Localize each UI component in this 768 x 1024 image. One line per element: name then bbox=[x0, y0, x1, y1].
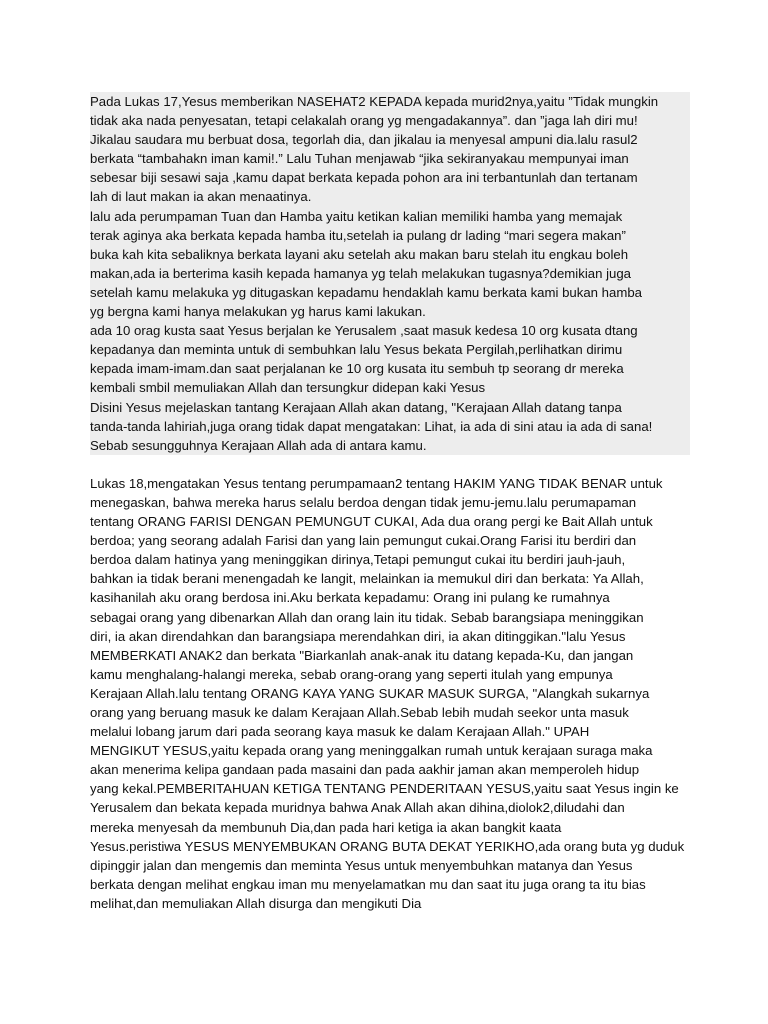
text-line: sebesar biji sesawi saja ,kamu dapat berkata kepada pohon ara ini terbantunlah dan tertanam bbox=[90, 170, 638, 186]
text-line: mereka menyesah da membunuh Dia,dan pada hari ketiga ia akan bangkit kaata bbox=[90, 819, 562, 835]
text-line: yg bergna kami hanya melakukan yg harus kami lakukan. bbox=[90, 304, 426, 320]
text-line: berdoa dalam hatinya yang meninggikan dirinya,Tetapi pemungut cukai itu berdiri jauh-jauh, bbox=[90, 552, 626, 568]
text-line: makan,ada ia berterima kasih kepada hamanya yg telah melakukan tugasnya?demikian juga bbox=[90, 265, 632, 281]
text-line: lalu ada perumpaman Tuan dan Hamba yaitu ketikan kalian memiliki hamba yang memajak bbox=[90, 208, 623, 224]
text-line: Jikalau saudara mu berbuat dosa, tegorlah dia, dan jikalau ia menyesal ampuni dia.lalu rasul2 bbox=[90, 132, 638, 148]
text-line: kembali smbil memuliakan Allah dan tersungkur didepan kaki Yesus bbox=[90, 380, 486, 396]
text-line: tanda-tanda lahiriah,juga orang tidak dapat mengatakan: Lihat, ia ada di sini atau ia ada di sana! bbox=[90, 418, 653, 434]
text-line: lah di laut makan ia akan menaatinya. bbox=[90, 189, 312, 205]
text-line: menegaskan, bahwa mereka harus selalu berdoa dengan tidak jemu-jemu.lalu perumapaman bbox=[90, 494, 637, 510]
text-line: berdoa; yang seorang adalah Farisi dan yang lain pemungut cukai.Orang Farisi itu berdiri dan bbox=[90, 533, 637, 549]
text-line: tentang ORANG FARISI DENGAN PEMUNGUT CUKAI, Ada dua orang pergi ke Bait Allah untuk bbox=[90, 514, 653, 530]
text-line: Sebab sesungguhnya Kerajaan Allah ada di antara kamu. bbox=[90, 437, 427, 453]
text-line: Yesus.peristiwa YESUS MENYEMBUKAN ORANG BUTA DEKAT YERIKHO,ada orang buta yg duduk bbox=[90, 838, 685, 854]
paragraph-spacer bbox=[90, 455, 690, 474]
text-line: terak aginya aka berkata kepada hamba itu,setelah ia pulang dr lading “mari segera makan” bbox=[90, 227, 626, 243]
text-line: MEMBERKATI ANAK2 dan berkata "Biarkanlah anak-anak itu datang kepada-Ku, dan jangan bbox=[90, 647, 634, 663]
text-line: akan menerima kelipa gandaan pada masaini dan pada aakhir jaman akan memperoleh hidup bbox=[90, 762, 640, 778]
highlighted-section-lukas-17 bbox=[90, 92, 690, 455]
text-line: kepada imam-imam.dan saat perjalanan ke 10 org kusata itu sembuh tp seorang dr mereka bbox=[90, 361, 624, 377]
text-line: kamu menghalang-halangi mereka, sebab orang-orang yang seperti itulah yang empunya bbox=[90, 666, 613, 682]
text-line: Kerajaan Allah.lalu tentang ORANG KAYA YANG SUKAR MASUK SURGA, "Alangkah sukarnya bbox=[90, 685, 650, 701]
text-line: orang yang beruang masuk ke dalam Kerajaan Allah.Sebab lebih mudah seekor unta masuk bbox=[90, 705, 629, 720]
text-line: buka kah kita sebaliknya berkata layani aku setelah aku makan baru stelah itu engkau boleh bbox=[90, 246, 629, 262]
text-line: kepadanya dan meminta untuk di sembuhkan lalu Yesus bekata Pergilah,perlihatkan dirimu bbox=[90, 342, 623, 358]
document-body bbox=[90, 92, 690, 913]
text-line: MENGIKUT YESUS,yaitu kepada orang yang meninggalkan rumah untuk kerajaan suraga maka bbox=[90, 743, 653, 759]
section-lukas-18 bbox=[90, 474, 690, 913]
text-line: bahkan ia tidak berani menengadah ke langit, melainkan ia memukul diri dan berkata: Ya Allah, bbox=[90, 571, 644, 587]
text-line: berkata dengan melihat engkau iman mu menyelamatkan mu dan saat itu juga orang ta itu bias bbox=[90, 876, 646, 892]
text-line: Disini Yesus mejelaskan tantang Kerajaan Allah akan datang, "Kerajaan Allah datang tanpa bbox=[90, 399, 622, 415]
text-line: kasihanilah aku orang berdosa ini.Aku berkata kepadamu: Orang ini pulang ke rumahnya bbox=[90, 590, 610, 606]
text-line: Lukas 18,mengatakan Yesus tentang perumpamaan2 tentang HAKIM YANG TIDAK BENAR untuk bbox=[90, 475, 663, 491]
text-line: setelah kamu melakuka yg ditugaskan kepadamu hendaklah kamu berkata kami bukan hamba bbox=[90, 284, 643, 300]
text-line: melalui lobang jarum dari pada seorang kaya masuk ke dalam Kerajaan Allah." UPAH bbox=[90, 724, 590, 740]
text-line: melihat,dan memuliakan Allah disurga dan mengikuti Dia bbox=[90, 895, 422, 911]
text-line: yang kekal.PEMBERITAHUAN KETIGA TENTANG PENDERITAAN YESUS,yaitu saat Yesus ingin ke bbox=[90, 781, 679, 797]
text-line: Yerusalem dan bekata kepada muridnya bahwa Anak Allah akan dihina,diolok2,diludahi dan bbox=[90, 800, 625, 816]
text-line: ada 10 orag kusta saat Yesus berjalan ke Yerusalem ,saat masuk kedesa 10 org kusata dtang bbox=[90, 323, 638, 339]
text-line: berkata “tambahakn iman kami!.” Lalu Tuhan menjawab “jika sekiranyakau mempunyai iman bbox=[90, 151, 629, 167]
text-line: tidak aka nada penyesatan, tetapi celakalah orang yg mengadakannya”. dan ”jaga lah diri mu! bbox=[90, 113, 638, 129]
text-line: dipinggir jalan dan mengemis dan meminta Yesus untuk menyembuhkan matanya dan Yesus bbox=[90, 857, 633, 873]
text-line: diri, ia akan direndahkan dan barangsiapa merendahkan diri, ia akan ditinggikan."lalu Yesus bbox=[90, 628, 626, 644]
text-line: Pada Lukas 17,Yesus memberikan NASEHAT2 KEPADA kepada murid2nya,yaitu ”Tidak mungkin bbox=[90, 94, 659, 109]
text-line: sebagai orang yang dibenarkan Allah dan orang lain itu tidak. Sebab barangsiapa meninggikan bbox=[90, 609, 644, 625]
